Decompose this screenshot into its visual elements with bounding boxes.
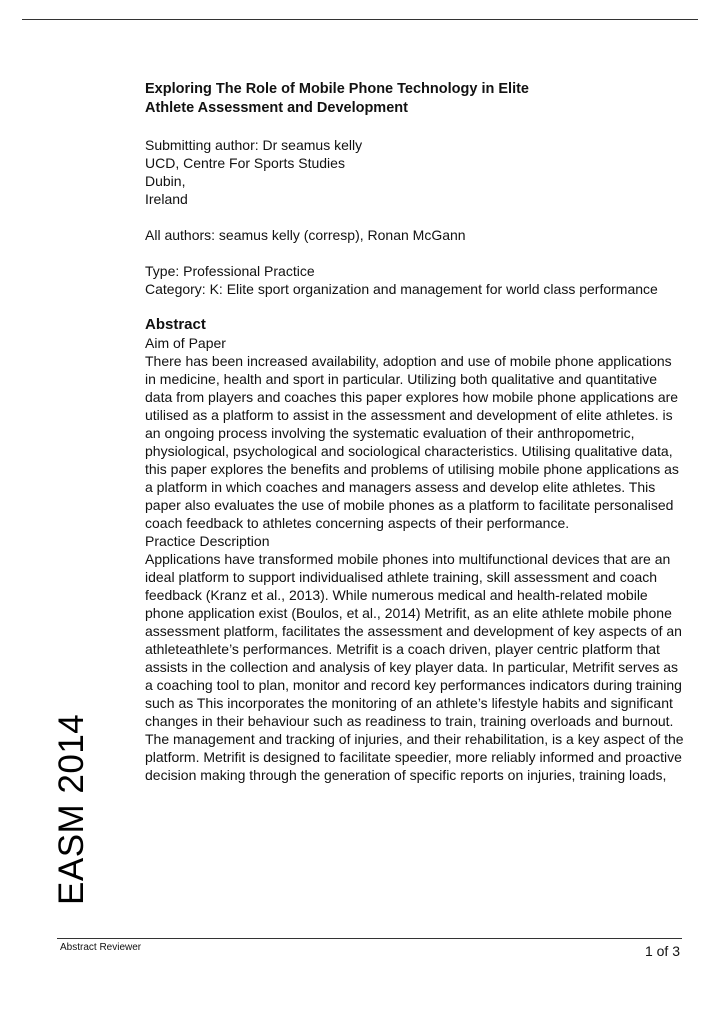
- affiliation-line: Dubin,: [145, 173, 186, 189]
- aim-heading: Aim of Paper: [145, 335, 226, 351]
- practice-heading: Practice Description: [145, 533, 270, 549]
- affiliation-line: Ireland: [145, 191, 188, 207]
- submitting-author: Submitting author: Dr seamus kelly: [145, 137, 363, 153]
- document-body: [145, 80, 685, 784]
- side-label: EASM 2014: [52, 713, 91, 905]
- page-number: 1 of 3: [644, 943, 680, 959]
- practice-text: Applications have transformed mobile phones into multifunctional devices that are an ideal platform to support individualised athlete training, skill assessment and coach feedback (Kranz et al., 2013). While numerous medical and health-related mobile phone application exist (Boulos, et al., 2014) Metrifit, as an elite athlete mobile phone assessment platform, facilitates the assessment and development of key aspects of an athleteathlete’s performances. Metrifit is a coach driven, player centric platform that assists in the collection and analysis of key player data. In particular, Metrifit serves as a coaching tool to plan, monitor and record key performances indicators during training such as This incorporates the monitoring of an athlete’s lifestyle habits and significant changes in their behaviour such as readiness to train, training overloads and burnout. The management and tracking of injuries, and their rehabilitation, is a key aspect of the platform. Metrifit is designed to facilitate speedier, more reliably informed and proactive decision making through the generation of specific reports on injuries, training loads,: [145, 551, 684, 783]
- abstract-heading: Abstract: [145, 316, 206, 333]
- paper-category: Category: K: Elite sport organization and management for world class performance: [145, 281, 658, 297]
- all-authors: All authors: seamus kelly (corresp), Ronan McGann: [145, 227, 466, 243]
- aim-text: There has been increased availability, adoption and use of mobile phone applications in medicine, health and sport in particular. Utilizing both qualitative and quantitative data from players and coaches this paper explores how mobile phone applications are utilised as a platform to assist in the assessment and development of elite athletes. is an ongoing process involving the systematic evaluation of their anthropometric, physiological, psychological and sociological characteristics. Utilising qualitative data, this paper explores the benefits and problems of utilising mobile phone applications as a platform in which coaches and managers assess and develop elite athletes. This paper also evaluates the use of mobile phones as a platform to facilitate personalised coach feedback to athletes concerning aspects of their performance.: [145, 353, 679, 531]
- affiliation-line: UCD, Centre For Sports Studies: [145, 155, 345, 171]
- footer-reviewer-label: Abstract Reviewer: [60, 942, 142, 953]
- paper-title-line-1: Exploring The Role of Mobile Phone Technology in Elite: [145, 81, 529, 97]
- paper-title-line-2: Athlete Assessment and Development: [145, 100, 408, 116]
- bottom-rule: [57, 938, 682, 939]
- top-rule: [22, 19, 698, 20]
- paper-type: Type: Professional Practice: [145, 263, 315, 279]
